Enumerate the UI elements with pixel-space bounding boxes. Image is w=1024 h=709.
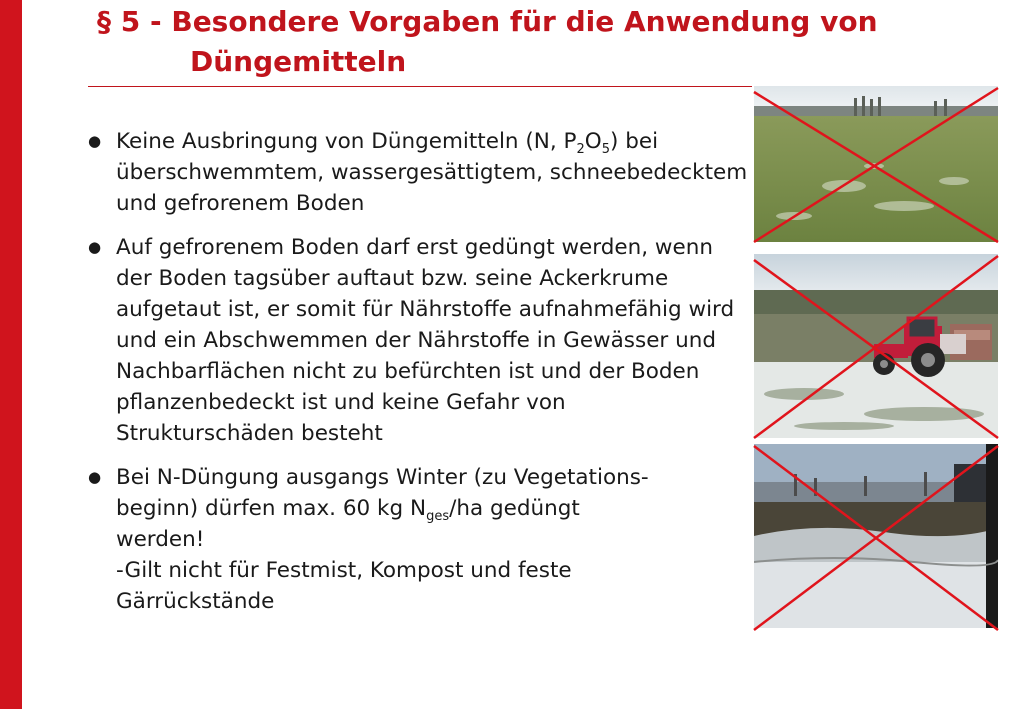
bullet-item-3: ● Bei N-Düngung ausgangs Winter (zu Vegetations- beginn) dürfen max. 60 kg $N_{ges}/ha$ gedüngt werden! -Gilt nicht für Festmist, Kompost und feste Gärrückstände xyxy=(88,462,748,617)
title-line-1: § 5 - Besondere Vorgaben für die Anwendung von xyxy=(97,5,878,38)
bullet-dot-icon: ● xyxy=(88,238,102,256)
bullet-dot-icon: ● xyxy=(88,132,102,150)
left-accent-bar xyxy=(0,0,22,709)
bullet-item-1: ● Keine Ausbringung von Düngemitteln (N, $P_2O_5$) bei überschwemmtem, wassergesättigtem, schneebedecktem und gefrorenem Boden xyxy=(88,126,748,219)
snowy-field-photo xyxy=(754,444,998,628)
slide-title xyxy=(97,2,977,82)
bullet-dot-icon: ● xyxy=(88,468,102,486)
bullet-item-2: ● Auf gefrorenem Boden darf erst gedüngt werden, wenn der Boden tagsüber auftaut bzw. seine Ackerkrume aufgetaut ist, er somit für Nährstoffe aufnahmefähig wird und ein Abschwemmen der Nährstoffe in Gewässer und Nachbarflächen nicht zu befürchten ist und der Boden pflanzenbedeckt ist und keine Gefahr von Strukturschäden besteht xyxy=(88,232,748,449)
title-underline xyxy=(88,86,752,87)
title-line-2: Düngemitteln xyxy=(190,45,407,78)
field-grass-photo xyxy=(754,86,998,242)
bullet-list xyxy=(88,126,748,630)
tractor-on-snowy-field-photo xyxy=(754,254,998,438)
